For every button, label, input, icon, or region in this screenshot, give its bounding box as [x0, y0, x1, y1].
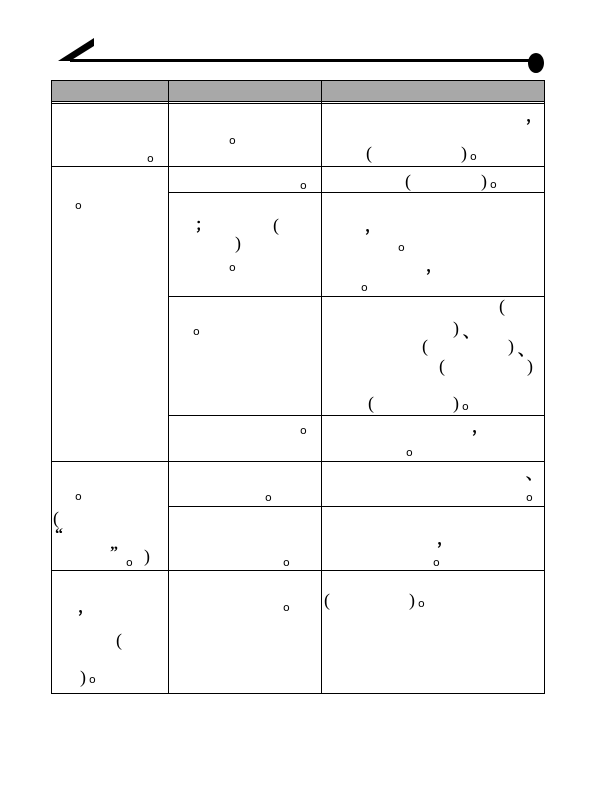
row1-col2-period: o: [229, 134, 236, 147]
row1-col3-open-paren: (: [366, 143, 372, 163]
row1-col1-period: o: [147, 152, 154, 165]
troubleshooting-table: [51, 80, 545, 694]
row4-col1-comma: ，: [78, 599, 95, 616]
row2c-col3-close-paren-3: ): [527, 356, 533, 376]
row3a-col3-period: o: [526, 491, 533, 504]
row4-col3-period: o: [418, 597, 425, 610]
table-header-row: [52, 81, 544, 102]
row2d-col3-comma: ，: [472, 419, 489, 436]
row2c-col3-close-paren-2: ): [508, 336, 514, 356]
row4-col1-close-paren: ): [80, 667, 86, 687]
row2c-col3-close-paren-1: ): [453, 318, 459, 338]
row2b-col2-close-paren: ): [235, 233, 241, 253]
sub-row-divider: [168, 506, 544, 507]
row-divider: [52, 461, 544, 462]
row3a-col2-period: o: [265, 491, 272, 504]
sub-row-divider: [168, 296, 544, 297]
row4-col3-open-paren: (: [324, 590, 330, 610]
row-divider: [52, 103, 544, 104]
header-rule: [70, 59, 540, 62]
row3-col1-period-2: o: [126, 556, 133, 569]
row2c-col3-close-paren-4: ): [453, 393, 459, 413]
row2c-col3-enum-comma-2: 、: [518, 342, 535, 359]
row4-col1-period: o: [89, 673, 96, 686]
row2c-col3-open-paren-4: (: [368, 393, 374, 413]
row1-col3-period: o: [470, 150, 477, 163]
row2a-col3-open-paren: (: [405, 171, 411, 191]
row-divider: [52, 570, 544, 571]
row3-col1-period-1: o: [75, 490, 82, 503]
row2b-col3-period-2: o: [361, 281, 368, 294]
row2c-col3-period: o: [462, 400, 469, 413]
sub-row-divider: [168, 192, 544, 193]
row3-col1-close-quote: ”: [110, 544, 118, 561]
column-divider: [168, 81, 169, 693]
row3b-col2-period: o: [283, 556, 290, 569]
row2b-col2-open-paren: (: [273, 215, 279, 235]
row2d-col3-period: o: [406, 446, 413, 459]
row2c-col2-period: o: [193, 325, 200, 338]
header-end-dot: [528, 53, 544, 73]
row3b-col3-comma: ，: [437, 531, 454, 548]
row4-col1-open-paren: (: [116, 630, 122, 650]
row3-col1-open-paren: (: [53, 508, 59, 528]
row3b-col3-period: o: [433, 556, 440, 569]
column-divider: [321, 81, 322, 693]
row2a-col3-close-paren: ): [481, 171, 487, 191]
row-divider: [52, 166, 544, 167]
row2b-col3-comma-2: ，: [426, 258, 443, 275]
row4-col2-period: o: [283, 601, 290, 614]
row2d-col2-period: o: [300, 424, 307, 437]
sub-row-divider: [168, 415, 544, 416]
row2b-col2-period: o: [229, 261, 236, 274]
row2a-col3-period: o: [490, 178, 497, 191]
row1-col3-comma: ，: [526, 108, 543, 125]
row2a-col2-period: o: [300, 179, 307, 192]
row2c-col3-open-paren-3: (: [439, 356, 445, 376]
row3-col1-close-paren: ): [144, 546, 150, 566]
row2-col1-period: o: [75, 199, 82, 212]
row2c-col3-open-paren-2: (: [422, 336, 428, 356]
row3a-col3-enum-comma: 、: [526, 466, 543, 483]
row2c-col3-open-paren-1: (: [499, 296, 505, 316]
row2b-col2-semicolon: ；: [195, 217, 212, 234]
row2c-col3-enum-comma-1: 、: [463, 324, 480, 341]
row3-col1-open-quote: “: [55, 526, 63, 543]
row2b-col3-comma-1: ，: [365, 218, 382, 235]
row2b-col3-period-1: o: [398, 241, 405, 254]
row1-col3-close-paren: ): [461, 143, 467, 163]
row4-col3-close-paren: ): [409, 590, 415, 610]
